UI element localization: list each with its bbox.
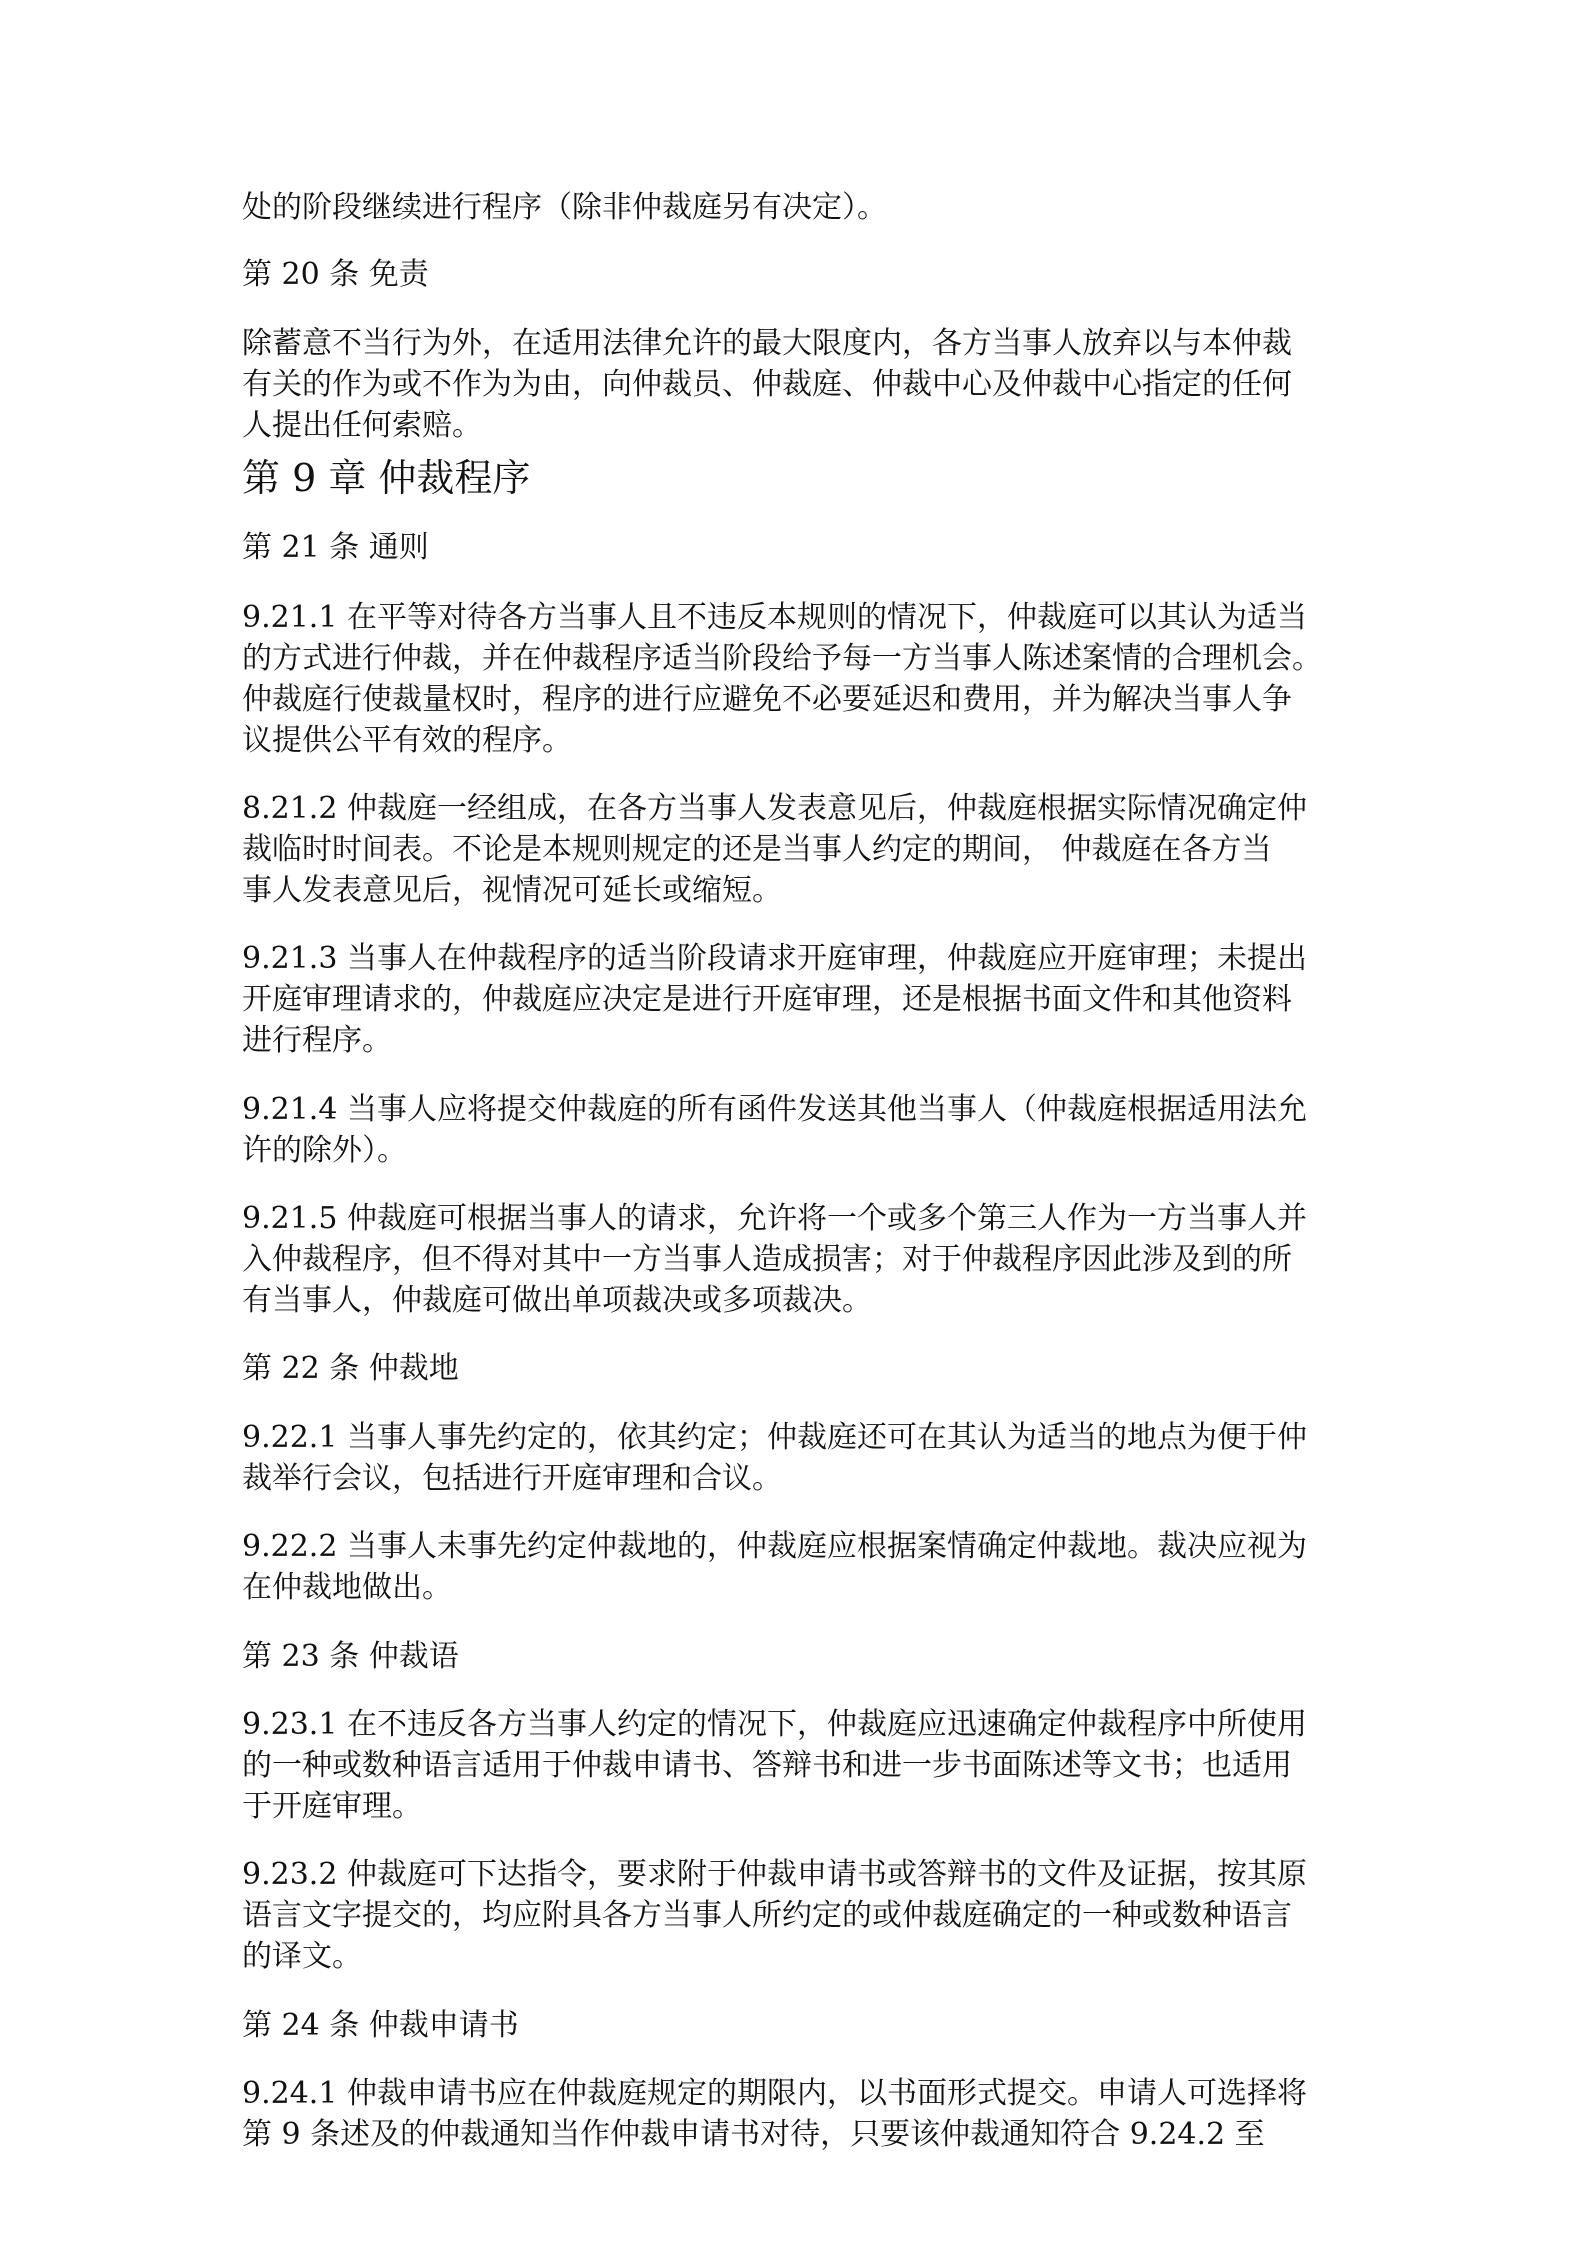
clause-9-21-5-line-3: 有当事人，仲裁庭可做出单项裁决或多项裁决。 [242,1283,872,1318]
clause-8-21-2-line-1: 8.21.2 仲裁庭一经组成，在各方当事人发表意见后，仲裁庭根据实际情况确定仲 [242,791,1307,826]
clause-9-22-1-line-1: 9.22.1 当事人事先约定的，依其约定；仲裁庭还可在其认为适当的地点为便于仲 [242,1420,1307,1455]
clause-9-21-5-line-1: 9.21.5 仲裁庭可根据当事人的请求，允许将一个或多个第三人作为一方当事人并 [242,1201,1307,1236]
clause-9-21-3-line-1: 9.21.3 当事人在仲裁程序的适当阶段请求开庭审理，仲裁庭应开庭审理；未提出 [242,941,1307,976]
clause-9-21-3-line-2: 开庭审理请求的，仲裁庭应决定是进行开庭审理，还是根据书面文件和其他资料 [242,982,1292,1017]
continuation-line: 处的阶段继续进行程序（除非仲裁庭另有决定）。 [242,190,887,225]
clause-9-21-1-line-3: 仲裁庭行使裁量权时，程序的进行应避免不必要延迟和费用，并为解决当事人争 [242,682,1292,717]
article-21-heading: 第 21 条 通则 [242,530,429,565]
clause-8-21-2-line-3: 事人发表意见后，视情况可延长或缩短。 [242,873,782,908]
clause-9-21-3-line-3: 进行程序。 [242,1023,392,1058]
article-20-heading: 第 20 条 免责 [242,257,429,292]
clause-9-23-2-line-1: 9.23.2 仲裁庭可下达指令，要求附于仲裁申请书或答辩书的文件及证据，按其原 [242,1857,1307,1892]
clause-9-21-4-line-2: 许的除外）。 [242,1133,407,1168]
clause-9-22-2-line-2: 在仲裁地做出。 [242,1570,452,1605]
article-20-line-2: 有关的作为或不作为为由，向仲裁员、仲裁庭、仲裁中心及仲裁中心指定的任何 [242,367,1292,402]
clause-9-24-1-line-1: 9.24.1 仲裁申请书应在仲裁庭规定的期限内，以书面形式提交。申请人可选择将 [242,2076,1307,2111]
chapter-9-heading: 第 9 章 仲裁程序 [242,456,531,500]
clause-9-23-1-line-1: 9.23.1 在不违反各方当事人约定的情况下，仲裁庭应迅速确定仲裁程序中所使用 [242,1707,1307,1742]
clause-9-21-1-line-2: 的方式进行仲裁，并在仲裁程序适当阶段给予每一方当事人陈述案情的合理机会。 [242,641,1322,676]
clause-9-23-2-line-3: 的译文。 [242,1939,362,1974]
clause-9-22-2-line-1: 9.22.2 当事人未事先约定仲裁地的，仲裁庭应根据案情确定仲裁地。裁决应视为 [242,1529,1307,1564]
article-22-heading: 第 22 条 仲裁地 [242,1351,459,1386]
clause-9-23-1-line-3: 于开庭审理。 [242,1789,422,1824]
clause-8-21-2-line-2: 裁临时时间表。不论是本规则规定的还是当事人约定的期间， 仲裁庭在各方当 [242,832,1272,867]
clause-9-23-1-line-2: 的一种或数种语言适用于仲裁申请书、答辩书和进一步书面陈述等文书；也适用 [242,1748,1292,1783]
clause-9-22-1-line-2: 裁举行会议，包括进行开庭审理和合议。 [242,1461,782,1496]
clause-9-23-2-line-2: 语言文字提交的，均应附具各方当事人所约定的或仲裁庭确定的一种或数种语言 [242,1898,1292,1933]
clause-9-21-1-line-1: 9.21.1 在平等对待各方当事人且不违反本规则的情况下，仲裁庭可以其认为适当 [242,600,1307,635]
article-23-heading: 第 23 条 仲裁语 [242,1639,459,1674]
article-20-line-3: 人提出任何索赔。 [242,408,482,443]
clause-9-21-4-line-1: 9.21.4 当事人应将提交仲裁庭的所有函件发送其他当事人（仲裁庭根据适用法允 [242,1092,1307,1127]
article-24-heading: 第 24 条 仲裁申请书 [242,2008,519,2043]
clause-9-24-1-line-2: 第 9 条述及的仲裁通知当作仲裁申请书对待，只要该仲裁通知符合 9.24.2 至 [242,2117,1265,2152]
article-20-line-1: 除蓄意不当行为外，在适用法律允许的最大限度内，各方当事人放弃以与本仲裁 [242,326,1292,361]
clause-9-21-1-line-4: 议提供公平有效的程序。 [242,723,572,758]
clause-9-21-5-line-2: 入仲裁程序，但不得对其中一方当事人造成损害；对于仲裁程序因此涉及到的所 [242,1242,1292,1277]
